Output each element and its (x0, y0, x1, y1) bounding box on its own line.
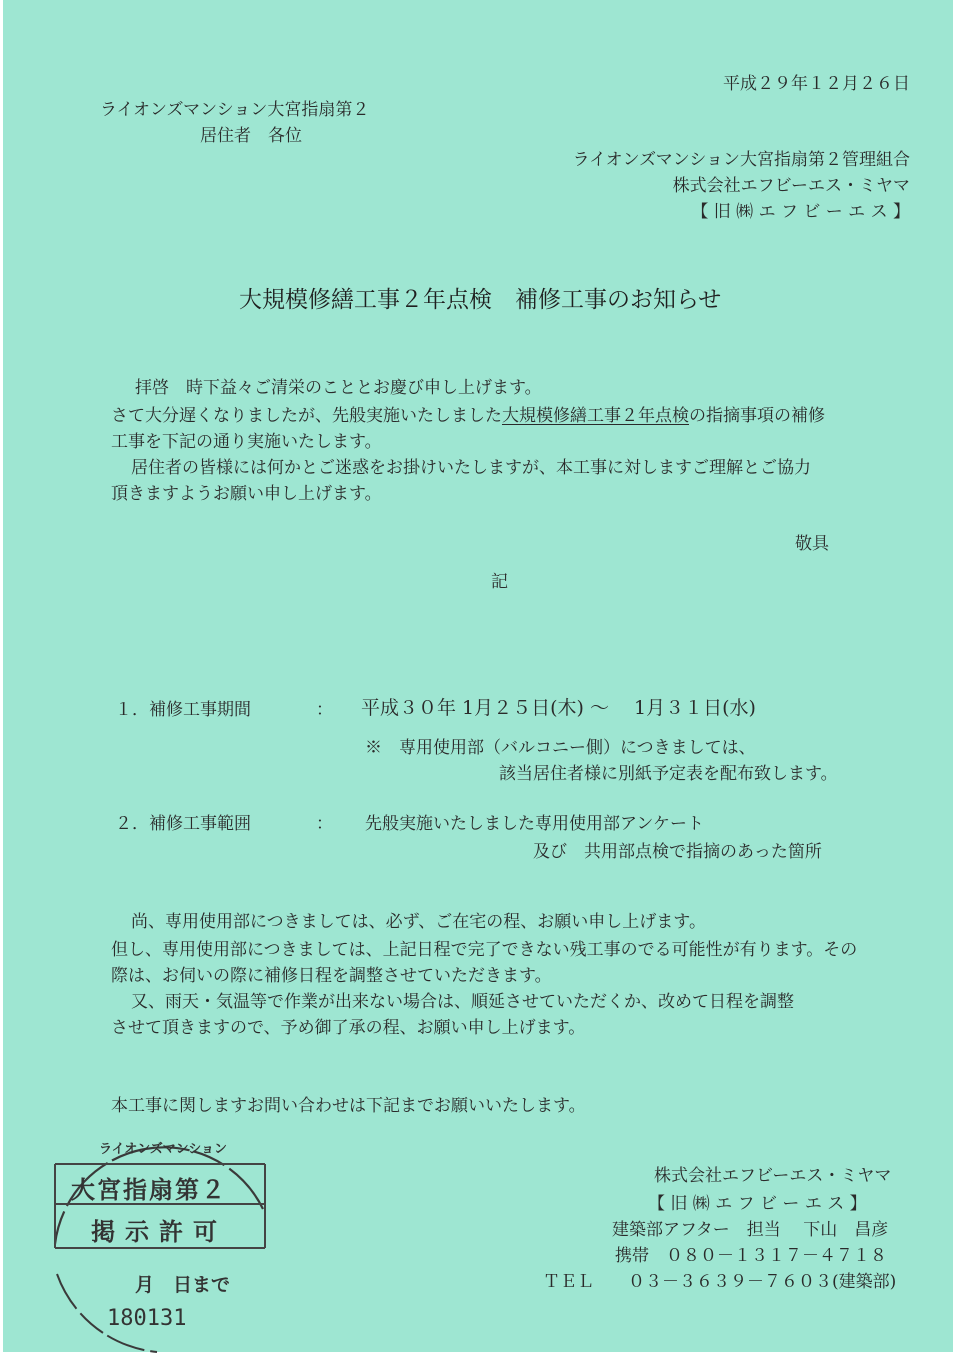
body-line-4: 居住者の皆様には何かとご迷惑をお掛けいたしますが、本工事に対しますご理解とご協力 (131, 458, 811, 478)
contact-person: 建築部アフター 担当 下山 昌彦 (612, 1220, 889, 1240)
item2-scope-line1: 先般実施いたしました専用使用部アンケート (365, 814, 704, 834)
item1-colon: ： (316, 700, 333, 720)
item1-note-line1: ※ 専用使用部（バルコニー側）につきましては、 (365, 738, 756, 758)
note-line-1: 尚、専用使用部につきましては、必ず、ご在宅の程、お願い申し上げます。 (131, 912, 706, 932)
sender-company: 株式会社エフビーエス・ミヤマ (672, 176, 910, 196)
contact-former-name: 【 旧 ㈱ エ フ ビ ー エ ス 】 (648, 1194, 867, 1214)
stamp-expiry-number: 180131 (107, 1306, 187, 1331)
stamp-until-date: 月 日まで (135, 1274, 231, 1296)
item2-label: ２．補修工事範囲 (115, 814, 251, 834)
stamp-building-name: 大宮指扇第２ (71, 1176, 227, 1204)
note-line-4: 又、雨天・気温等で作業が出来ない場合は、順延させていただくか、改めて日程を調整 (131, 992, 794, 1012)
note-line-5: させて頂きますので、予め御了承の程、お願い申し上げます。 (111, 1018, 586, 1038)
note-line-3: 際は、お伺いの際に補修日程を調整させていただきます。 (111, 966, 552, 986)
sender-former-name: 【 旧 ㈱ エ フ ビ ー エ ス 】 (691, 202, 910, 222)
contact-intro: 本工事に関しますお問い合わせは下記までお願いいたします。 (111, 1096, 586, 1116)
contact-company: 株式会社エフビーエス・ミヤマ (654, 1166, 892, 1186)
note-line-2: 但し、専用使用部につきましては、上記日程で完了できない残工事のでる可能性が有ります。その (111, 940, 858, 960)
posting-permission-stamp (37, 1124, 277, 1354)
stamp-permission: 掲示許可 (91, 1218, 227, 1246)
stamp-building-brand: ライオンズマンション (99, 1142, 227, 1157)
body-line-5: 頂きますようお願い申し上げます。 (111, 484, 382, 504)
closing-keigu: 敬具 (795, 534, 829, 554)
body-line-2: さて大分遅くなりましたが、先般実施いたしました大規模修繕工事２年点検の指摘事項の補修 (111, 406, 825, 426)
item2-scope-line2: 及び 共用部点検で指摘のあった箇所 (533, 842, 822, 862)
item2-colon: ： (316, 814, 333, 834)
body-line-3: 工事を下記の通り実施いたします。 (111, 432, 382, 452)
ki-heading: 記 (491, 572, 508, 592)
notice-title: 大規模修繕工事２年点検 補修工事のお知らせ (239, 287, 722, 313)
inspection-name-underlined: 大規模修繕工事２年点検 (502, 406, 689, 426)
item1-label: １．補修工事期間 (115, 700, 251, 720)
recipient-building: ライオンズマンション大宮指扇第２ (100, 100, 370, 120)
sender-association: ライオンズマンション大宮指扇第２管理組合 (572, 150, 910, 170)
recipient-residents: 居住者 各位 (200, 126, 302, 146)
item1-period: 平成３０年 1月２５日(木) 〜 1月３１日(水) (361, 697, 756, 719)
item1-note-line2: 該当居住者様に別紙予定表を配布致します。 (499, 764, 838, 784)
body-greeting: 拝啓 時下益々ご清栄のこととお慶び申し上げます。 (135, 378, 542, 398)
notice-sheet (3, 0, 953, 1352)
contact-tel: ＴＥＬ ０３－３６３９－７６０３(建築部) (543, 1272, 897, 1292)
contact-mobile: 携帯 ０８０－１３１７－４７１８ (615, 1246, 887, 1266)
issue-date: 平成２９年１２月２６日 (723, 74, 910, 94)
